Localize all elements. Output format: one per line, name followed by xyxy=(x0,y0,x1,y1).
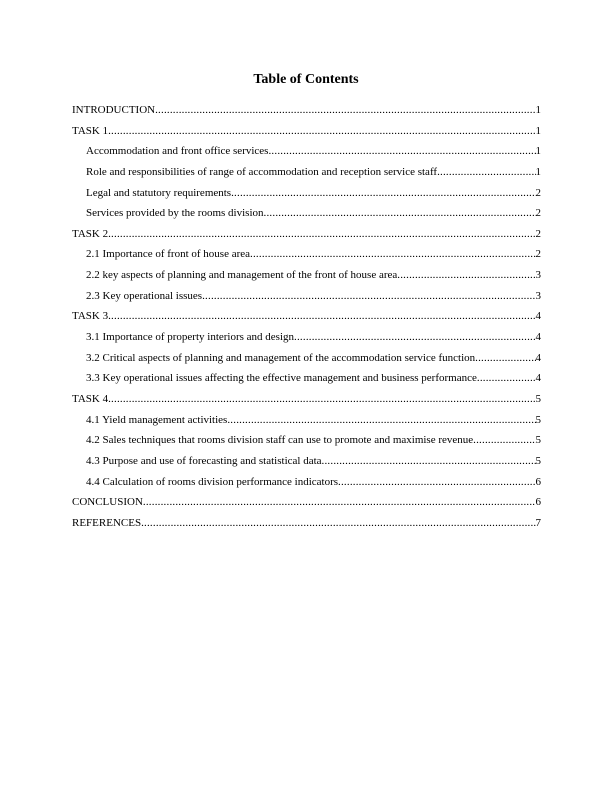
toc-page-number: 2 xyxy=(535,248,541,261)
toc-entry-text: Services provided by the rooms division xyxy=(86,207,264,220)
toc-entry-text: Role and responsibilities of range of accommodation and reception service staff xyxy=(86,165,438,178)
toc-page-number: 4 xyxy=(535,372,541,385)
toc-page-number: 2 xyxy=(535,186,541,199)
toc-page-number: 7 xyxy=(535,516,541,529)
toc-entry-text: INTRODUCTION xyxy=(72,104,156,116)
toc-dot-leader xyxy=(143,492,536,513)
toc-entry-accommodation-front-office[interactable] xyxy=(72,141,541,162)
toc-entry-text: 3.2 Critical aspects of planning and management of the accommodation service function xyxy=(86,351,476,364)
toc-entry-text: 2.3 Key operational issues xyxy=(86,289,203,302)
toc-page-number: 5 xyxy=(535,434,541,447)
toc-entry-text: 4.1 Yield management activities xyxy=(86,413,228,426)
toc-page-number: 3 xyxy=(535,289,541,302)
toc-entry-text: 4.3 Purpose and use of forecasting and statistical data xyxy=(86,454,322,467)
toc-dot-leader xyxy=(473,430,535,451)
toc-entry-text: 3.1 Importance of property interiors and design xyxy=(86,331,295,344)
toc-entry-services-rooms-division[interactable] xyxy=(72,203,541,224)
toc-page-number: 4 xyxy=(535,351,541,364)
toc-entry-2-1[interactable] xyxy=(72,244,541,265)
toc-page-number: 2 xyxy=(535,227,541,240)
toc-page-number: 3 xyxy=(535,269,541,282)
toc-entry-text: 3.3 Key operational issues affecting the effective management and business performance xyxy=(86,372,477,385)
toc-page-number: 1 xyxy=(535,124,541,137)
toc-dot-leader xyxy=(268,141,535,162)
toc-entry-3-2[interactable] xyxy=(72,348,541,369)
toc-entry-3-1[interactable] xyxy=(72,327,541,348)
toc-dot-leader xyxy=(202,286,535,307)
toc-entry-text: CONCLUSION xyxy=(72,496,143,509)
toc-page-number: 2 xyxy=(535,207,541,220)
toc-page-number: 4 xyxy=(535,331,541,344)
toc-dot-leader xyxy=(141,513,535,534)
toc-dot-leader xyxy=(155,100,535,121)
toc-entry-conclusion[interactable] xyxy=(72,492,541,513)
toc-entry-2-3[interactable] xyxy=(72,286,541,307)
toc-page-number: 5 xyxy=(535,454,541,467)
toc-title: Table of Contents xyxy=(253,72,359,87)
toc-entry-3-3[interactable] xyxy=(72,368,541,389)
toc-dot-leader xyxy=(397,265,535,286)
toc-page-number: 1 xyxy=(535,145,541,158)
toc-page-number: 1 xyxy=(535,165,541,178)
toc-dot-leader xyxy=(437,162,535,183)
toc-entry-text: REFERENCES xyxy=(72,516,142,529)
toc-entry-text: TASK 3 xyxy=(72,310,109,323)
toc-dot-leader xyxy=(477,368,536,389)
toc-dot-leader xyxy=(108,121,535,142)
toc-entry-task-4[interactable] xyxy=(72,389,541,410)
toc-entry-4-2[interactable] xyxy=(72,430,541,451)
toc-entry-text: 4.4 Calculation of rooms division performance indicators xyxy=(86,475,339,488)
toc-entry-task-3[interactable] xyxy=(72,306,541,327)
toc-page-number: 5 xyxy=(535,413,541,426)
toc-dot-leader xyxy=(294,327,535,348)
toc-entry-text: TASK 2 xyxy=(72,227,109,240)
toc-list xyxy=(72,100,541,533)
toc-entry-4-1[interactable] xyxy=(72,410,541,431)
toc-dot-leader xyxy=(108,224,535,245)
toc-page-number: 4 xyxy=(535,310,541,323)
toc-dot-leader xyxy=(108,306,535,327)
toc-dot-leader xyxy=(108,389,535,410)
toc-entry-text: 2.1 Importance of front of house area xyxy=(86,248,251,261)
toc-dot-leader xyxy=(264,203,536,224)
toc-dot-leader xyxy=(475,348,535,369)
toc-page-number: 6 xyxy=(535,496,541,509)
toc-entry-introduction[interactable] xyxy=(72,100,541,121)
toc-dot-leader xyxy=(227,410,535,431)
toc-entry-legal-statutory[interactable] xyxy=(72,183,541,204)
toc-page-number: 5 xyxy=(535,392,541,405)
toc-entry-role-responsibilities[interactable] xyxy=(72,162,541,183)
toc-entry-task-2[interactable] xyxy=(72,224,541,245)
toc-page-number: 1 xyxy=(535,104,541,116)
toc-entry-text: 2.2 key aspects of planning and management of the front of house area xyxy=(86,269,398,282)
toc-entry-text: TASK 1 xyxy=(72,124,109,137)
toc-entry-references[interactable] xyxy=(72,513,541,534)
toc-dot-leader xyxy=(231,183,535,204)
toc-entry-text: TASK 4 xyxy=(72,392,109,405)
toc-entry-text: Accommodation and front office services xyxy=(86,145,269,158)
toc-dot-leader xyxy=(338,472,535,493)
toc-dot-leader xyxy=(322,451,536,472)
toc-entry-text: 4.2 Sales techniques that rooms division staff can use to promote and maximise revenue xyxy=(86,434,474,447)
toc-dot-leader xyxy=(250,244,535,265)
toc-entry-2-2[interactable] xyxy=(72,265,541,286)
toc-page-number: 6 xyxy=(535,475,541,488)
toc-entry-task-1[interactable] xyxy=(72,121,541,142)
toc-entry-text: Legal and statutory requirements xyxy=(86,186,232,199)
toc-entry-4-3[interactable] xyxy=(72,451,541,472)
toc-entry-4-4[interactable] xyxy=(72,472,541,493)
